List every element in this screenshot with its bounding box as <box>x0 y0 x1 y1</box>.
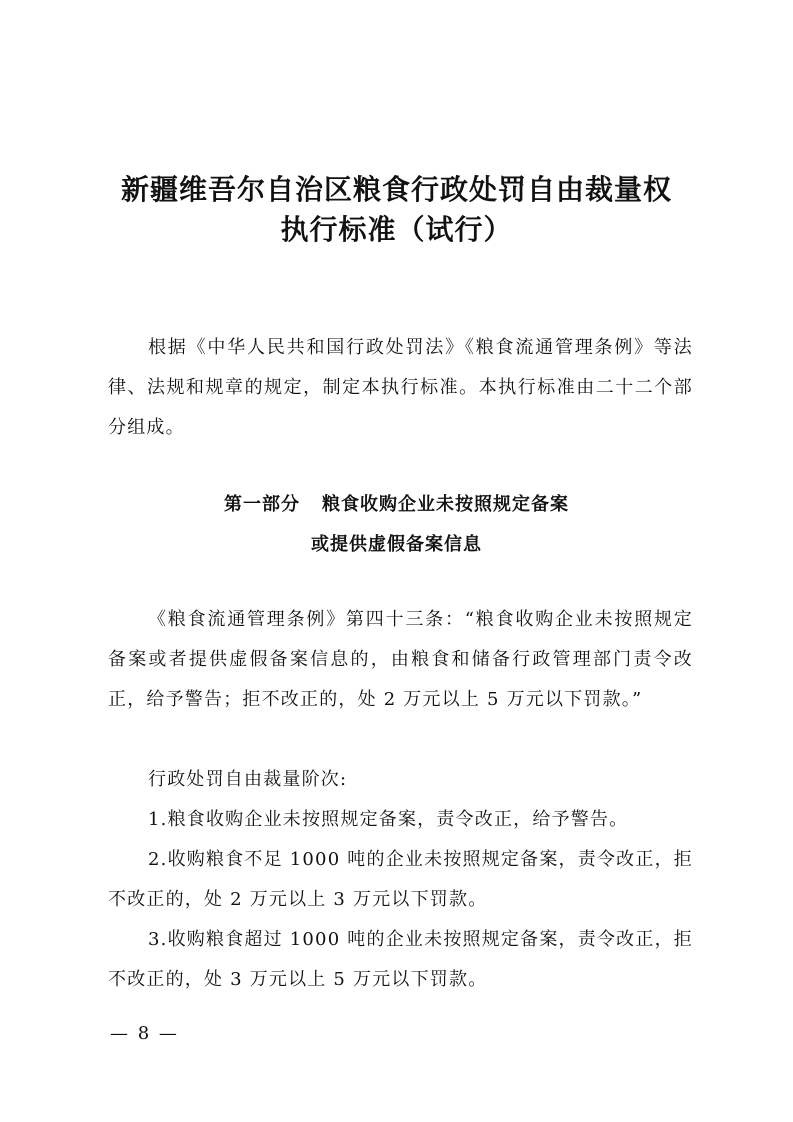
document-title-line1: 新疆维吾尔自治区粮食行政处罚自由裁量权 <box>120 173 672 206</box>
section-number: 第一部分 <box>224 494 300 515</box>
level-item-2: 2.收购粮食不足 1000 吨的企业未按照规定备案，责令改正，拒不改正的，处 2 万元以上 3 万元以下罚款。 <box>108 849 693 910</box>
level-item-1: 1.粮食收购企业未按照规定备案，责令改正，给予警告。 <box>148 809 629 830</box>
section-title: 粮食收购企业未按照规定备案 <box>322 494 569 515</box>
law-quote-paragraph: 《粮食流通管理条例》第四十三条：“粮食收购企业未按照规定备案或者提供虚假备案信息的，由粮食和储备行政管理部门责令改正，给予警告；拒不改正的，处 2 万元以上 5 万元以下罚款。” <box>108 609 693 710</box>
section-heading-line2: 或提供虚假备案信息 <box>311 534 482 555</box>
section-heading-line1 <box>0 485 793 525</box>
page-number: — 8 — <box>110 1023 179 1044</box>
level-item-3: 3.收购粮食超过 1000 吨的企业未按照规定备案，责令改正，拒不改正的，处 3 万元以上 5 万元以下罚款。 <box>108 929 693 990</box>
levels-title: 行政处罚自由裁量阶次: <box>148 769 348 790</box>
intro-paragraph: 根据《中华人民共和国行政处罚法》《粮食流通管理条例》等法律、法规和规章的规定，制定本执行标准。本执行标准由二十二个部分组成。 <box>108 337 693 438</box>
document-title-line2: 执行标准（试行） <box>280 213 513 246</box>
